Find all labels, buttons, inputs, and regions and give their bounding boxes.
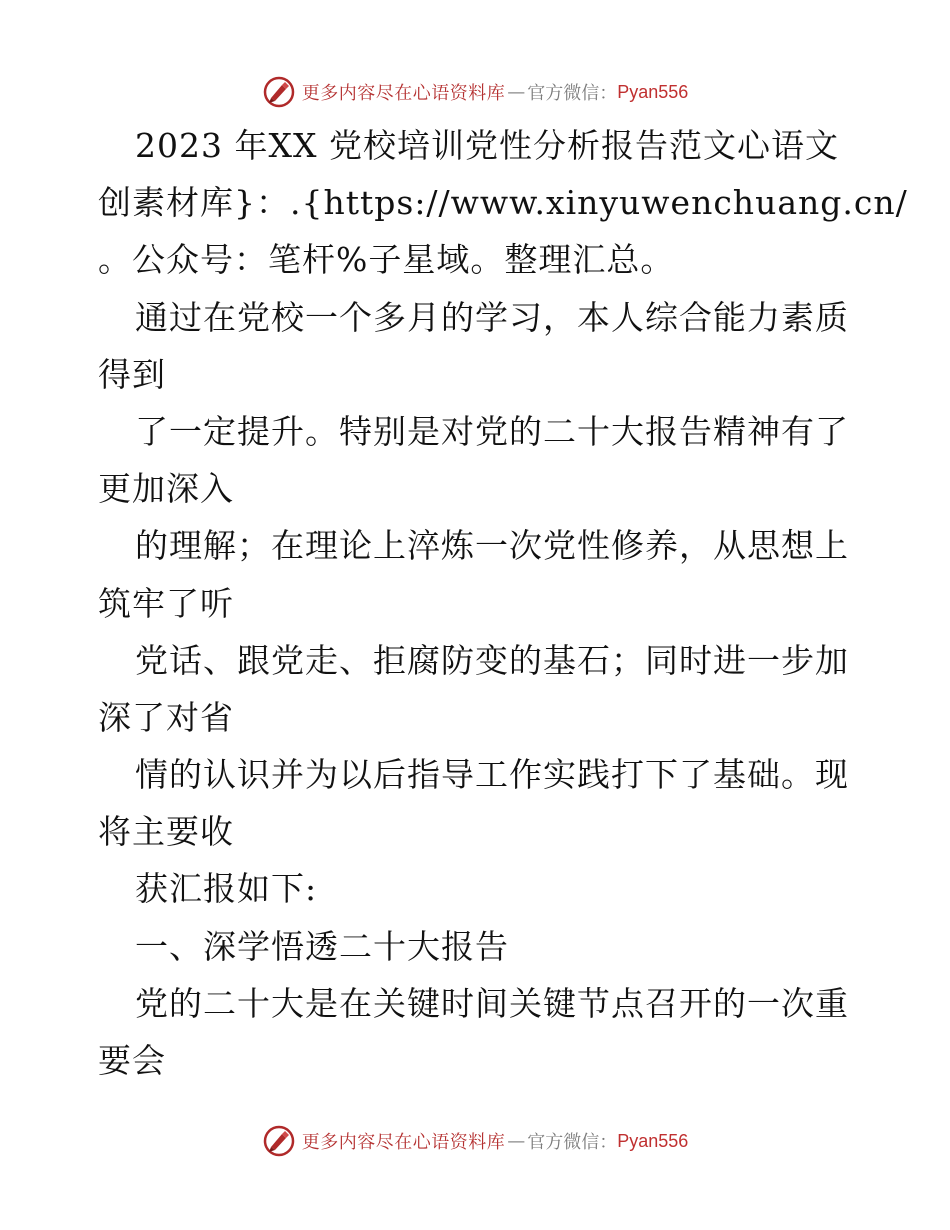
watermark-handle: Pyan556 [617, 81, 689, 102]
watermark-official: 官方微信： [527, 1132, 618, 1153]
text-line: 情的认识并为以后指导工作实践打下了基础。现 [135, 755, 849, 795]
text-line: 2023 年XX 党校培训党性分析报告范文心语文 [135, 126, 839, 165]
text-line: 要会 [98, 1041, 166, 1080]
footer-watermark [0, 1121, 950, 1161]
watermark-handle: Pyan556 [617, 1130, 689, 1151]
watermark-official: 官方微信： [527, 83, 618, 104]
text-line: 了一定提升。特别是对党的二十大报告精神有了 [135, 411, 849, 451]
pen-logo-icon [262, 75, 296, 109]
text-line: 深了对省 [98, 697, 234, 737]
text-line: 党话、跟党走、拒腐防变的基石；同时进一步加 [135, 640, 849, 680]
watermark-dash: — [507, 1130, 526, 1152]
text-line: 更加深入 [98, 469, 234, 509]
text-line: 筑牢了听 [98, 583, 234, 623]
text-line: 得到 [98, 354, 166, 394]
watermark-text: 更多内容尽在心语资料库 [301, 83, 506, 104]
text-line: 创素材库}：.{https://www.xinyuwenchuang.cn/ [98, 183, 908, 223]
watermark-text: 更多内容尽在心语资料库 [301, 1132, 506, 1153]
text-line: 获汇报如下: [135, 869, 318, 909]
text-line: 的理解；在理论上淬炼一次党性修养，从思想上 [135, 526, 849, 566]
document-body [98, 117, 908, 1089]
text-line: 将主要收 [98, 812, 234, 852]
text-line: 通过在党校一个多月的学习，本人综合能力素质 [135, 297, 849, 337]
text-line: 。公众号：笔杆%子星域。整理汇总。 [98, 240, 675, 280]
text-line: 党的二十大是在关键时间关键节点召开的一次重 [135, 983, 849, 1023]
pen-logo-icon [262, 1124, 296, 1158]
section-heading: 一、深学悟透二十大报告 [135, 926, 509, 966]
watermark-dash: — [507, 81, 526, 103]
header-watermark [0, 72, 950, 112]
